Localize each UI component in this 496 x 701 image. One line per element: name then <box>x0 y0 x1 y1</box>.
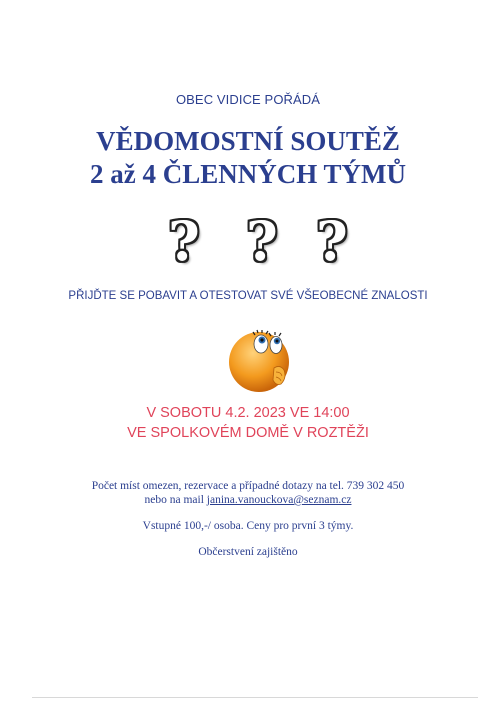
event-venue: VE SPOLKOVÉM DOMĚ V ROZTĚŽI <box>127 425 369 441</box>
bottom-divider <box>32 697 478 698</box>
email-link[interactable]: janina.vanouckova@seznam.cz <box>206 494 352 506</box>
email-line <box>0 494 496 506</box>
title-line-2: 2 až 4 ČLENNÝCH TÝMŮ <box>90 159 406 189</box>
invite-line: PŘIJĎTE SE POBAVIT A OTESTOVAT SVÉ VŠEOBECNÉ ZNALOSTI <box>68 290 428 302</box>
fee-line: Vstupné 100,-/ osoba. Ceny pro první 3 týmy. <box>142 520 354 532</box>
question-mark-icon: ? <box>168 209 200 273</box>
email-prefix: nebo na mail <box>144 494 207 506</box>
refreshments-line: Občerstvení zajištěno <box>198 546 298 558</box>
thinking-smiley-icon <box>226 320 296 394</box>
reservation-line: Počet míst omezen, rezervace a případné dotazy na tel. 739 302 450 <box>91 480 405 492</box>
title-line-1: VĚDOMOSTNÍ SOUTĚŽ <box>96 126 400 156</box>
question-mark-icon: ? <box>246 209 278 273</box>
event-date: V SOBOTU 4.2. 2023 VE 14:00 <box>146 405 350 421</box>
question-mark-icon: ? <box>316 209 348 273</box>
question-marks <box>0 209 496 274</box>
organizer-line: OBEC VIDICE POŘÁDÁ <box>175 92 321 107</box>
